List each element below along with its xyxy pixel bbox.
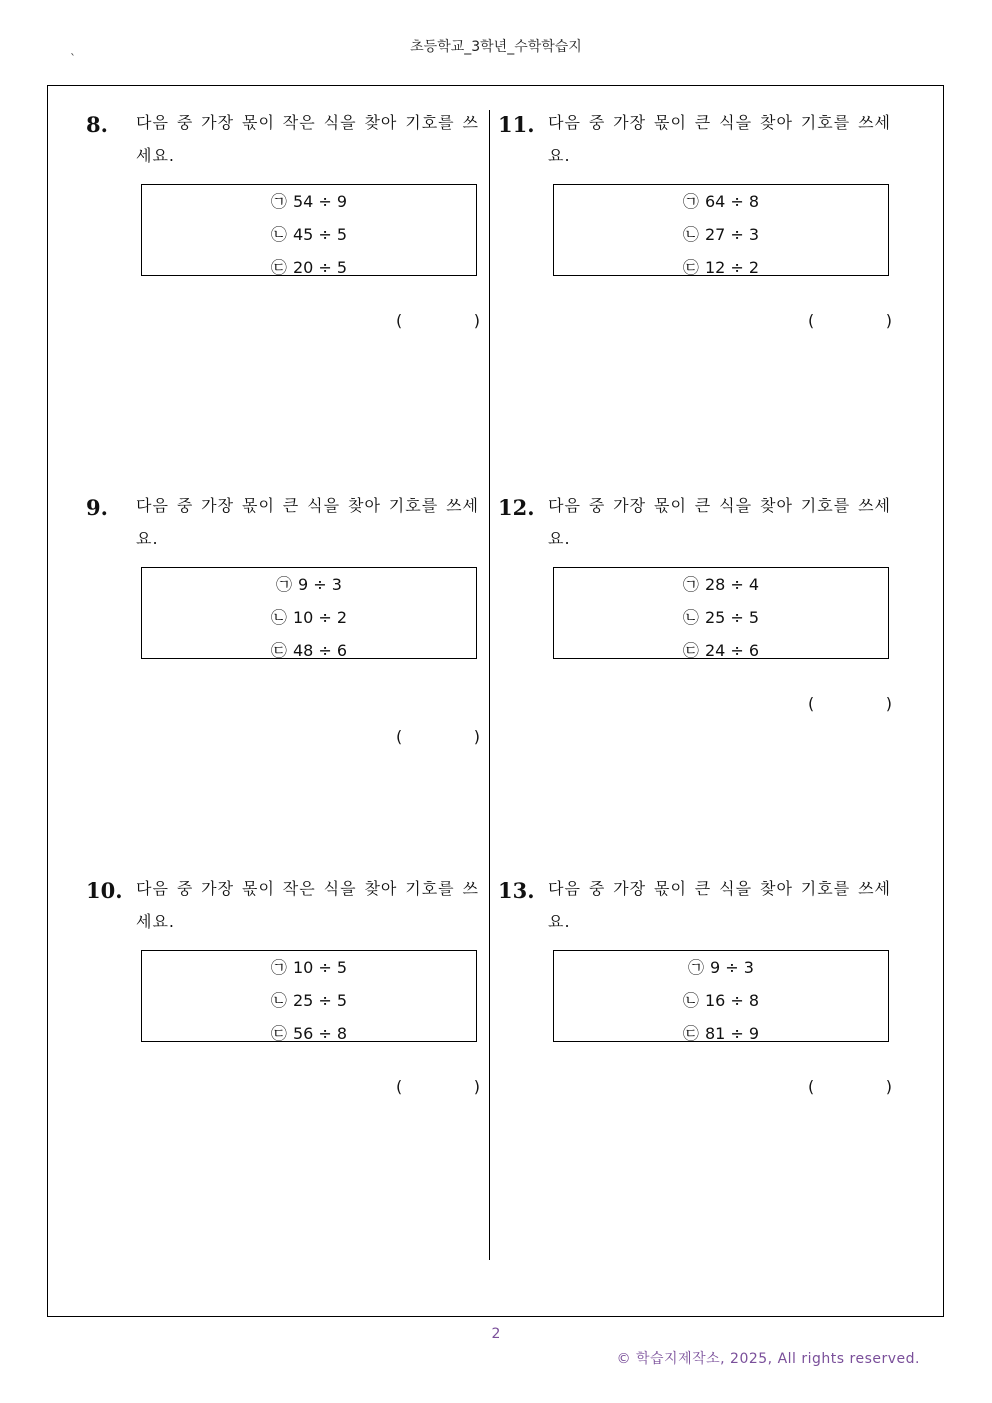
choice-item [554, 951, 888, 984]
answer-blank[interactable] [396, 1077, 480, 1096]
choice-marker: ㉢ [682, 641, 699, 660]
choice-marker: ㉠ [276, 575, 293, 594]
choice-item [554, 601, 888, 634]
answer-open-paren: ( [396, 727, 403, 746]
answer-open-paren: ( [396, 311, 403, 330]
answer-close-paren: ) [473, 727, 480, 746]
choice-item [142, 185, 476, 218]
choice-item [554, 251, 888, 284]
answer-open-paren: ( [808, 694, 815, 713]
choice-item [142, 601, 476, 634]
choice-marker: ㉡ [682, 608, 699, 627]
choice-marker: ㉡ [682, 225, 699, 244]
answer-open-paren: ( [808, 1077, 815, 1096]
choice-expression: 56 ÷ 8 [292, 1024, 348, 1043]
copyright-notice: © 학습지제작소, 2025, All rights reserved. [616, 1351, 920, 1367]
choice-expression: 48 ÷ 6 [292, 641, 348, 660]
choice-marker: ㉢ [682, 1024, 699, 1043]
choice-expression: 28 ÷ 4 [704, 575, 760, 594]
choice-marker: ㉡ [682, 991, 699, 1010]
choice-expression: 16 ÷ 8 [704, 991, 760, 1010]
choice-marker: ㉡ [270, 225, 287, 244]
choice-marker: ㉠ [688, 958, 705, 977]
choice-box [141, 950, 477, 1042]
choice-item [142, 251, 476, 284]
choice-item [554, 984, 888, 1017]
choice-expression: 54 ÷ 9 [292, 192, 348, 211]
choice-expression: 9 ÷ 3 [298, 575, 342, 594]
choice-item [142, 951, 476, 984]
choice-item [554, 1017, 888, 1050]
choice-expression: 27 ÷ 3 [704, 225, 760, 244]
choice-box [553, 950, 889, 1042]
answer-blank[interactable] [808, 694, 892, 713]
choice-expression: 20 ÷ 5 [292, 258, 348, 277]
choice-marker: ㉠ [682, 192, 699, 211]
page-title: 초등학교_3학년_수학학습지 [410, 39, 582, 55]
answer-blank[interactable] [808, 311, 892, 330]
page-number: 2 [491, 1326, 501, 1342]
choice-box [141, 567, 477, 659]
choice-item [142, 568, 476, 601]
choice-item [554, 568, 888, 601]
problem-text: 다음 중 가장 몫이 작은 식을 찾아 기호를 쓰세요. [136, 879, 479, 931]
answer-blank[interactable] [396, 727, 480, 746]
column-divider [489, 110, 490, 1260]
choice-marker: ㉠ [682, 575, 699, 594]
choice-expression: 25 ÷ 5 [292, 991, 348, 1010]
answer-close-paren: ) [885, 311, 892, 330]
answer-open-paren: ( [396, 1077, 403, 1096]
choice-item [142, 984, 476, 1017]
answer-close-paren: ) [885, 694, 892, 713]
choice-box [553, 184, 889, 276]
problem-text: 다음 중 가장 몫이 큰 식을 찾아 기호를 쓰세요. [548, 113, 891, 165]
choice-marker: ㉢ [270, 258, 287, 277]
choice-expression: 24 ÷ 6 [704, 641, 760, 660]
choice-expression: 10 ÷ 5 [292, 958, 348, 977]
choice-expression: 81 ÷ 9 [704, 1024, 760, 1043]
problem-number: 10. [86, 878, 123, 903]
problem-number: 11. [498, 112, 535, 137]
choice-marker: ㉡ [270, 608, 287, 627]
problem-text: 다음 중 가장 몫이 큰 식을 찾아 기호를 쓰세요. [548, 879, 891, 931]
answer-close-paren: ) [885, 1077, 892, 1096]
answer-close-paren: ) [473, 1077, 480, 1096]
problem-number: 8. [86, 112, 108, 137]
choice-marker: ㉡ [270, 991, 287, 1010]
choice-item [554, 185, 888, 218]
choice-marker: ㉢ [270, 641, 287, 660]
choice-marker: ㉠ [270, 192, 287, 211]
choice-marker: ㉢ [682, 258, 699, 277]
problem-text: 다음 중 가장 몫이 작은 식을 찾아 기호를 쓰세요. [136, 113, 479, 165]
choice-box [553, 567, 889, 659]
choice-expression: 64 ÷ 8 [704, 192, 760, 211]
choice-item [554, 634, 888, 667]
choice-expression: 10 ÷ 2 [292, 608, 348, 627]
choice-item [142, 1017, 476, 1050]
answer-close-paren: ) [473, 311, 480, 330]
choice-box [141, 184, 477, 276]
choice-marker: ㉠ [270, 958, 287, 977]
choice-item [142, 634, 476, 667]
choice-item [554, 218, 888, 251]
choice-expression: 25 ÷ 5 [704, 608, 760, 627]
problem-number: 13. [498, 878, 535, 903]
problem-number: 9. [86, 495, 108, 520]
choice-marker: ㉢ [270, 1024, 287, 1043]
choice-expression: 45 ÷ 5 [292, 225, 348, 244]
choice-expression: 9 ÷ 3 [710, 958, 754, 977]
problem-text: 다음 중 가장 몫이 큰 식을 찾아 기호를 쓰세요. [548, 496, 891, 548]
answer-blank[interactable] [396, 311, 480, 330]
answer-blank[interactable] [808, 1077, 892, 1096]
stray-mark: ` [70, 52, 76, 66]
problem-text: 다음 중 가장 몫이 큰 식을 찾아 기호를 쓰세요. [136, 496, 479, 548]
choice-expression: 12 ÷ 2 [704, 258, 760, 277]
answer-open-paren: ( [808, 311, 815, 330]
problem-number: 12. [498, 495, 535, 520]
choice-item [142, 218, 476, 251]
